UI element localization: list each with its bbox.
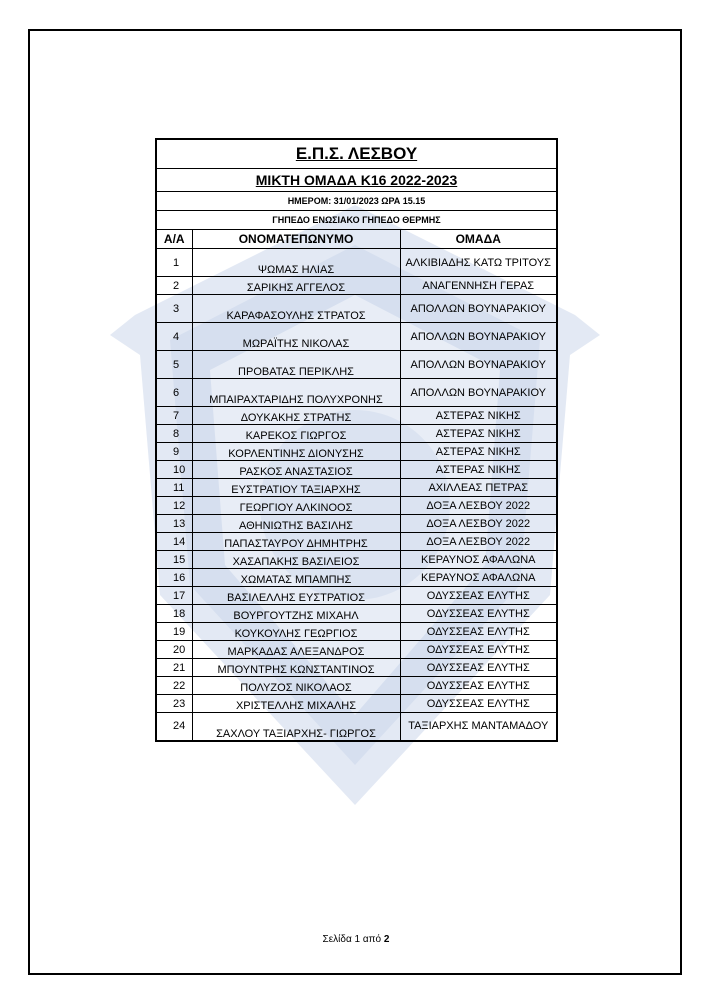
player-team: ΤΑΞΙΑΡΧΗΣ ΜΑΝΤΑΜΑΔΟΥ	[400, 713, 557, 741]
roster-table	[155, 138, 558, 742]
table-row	[156, 379, 557, 407]
player-team: ΑΣΤΕΡΑΣ ΝΙΚΗΣ	[400, 407, 557, 425]
table-row	[156, 461, 557, 479]
column-header-name: ΟΝΟΜΑΤΕΠΩΝΥΜΟ	[192, 230, 400, 249]
table-row	[156, 407, 557, 425]
row-number: 17	[156, 587, 192, 605]
table-row	[156, 351, 557, 379]
footer-of-label: από	[362, 934, 382, 945]
table-row	[156, 551, 557, 569]
row-number: 11	[156, 479, 192, 497]
player-name: ΜΠΑΙΡΑΧΤΑΡΙΔΗΣ ΠΟΛΥΧΡΟΝΗΣ	[192, 379, 400, 407]
column-header-num: Α/Α	[156, 230, 192, 249]
player-team: ΟΔΥΣΣΕΑΣ ΕΛΥΤΗΣ	[400, 623, 557, 641]
table-row	[156, 249, 557, 277]
row-number: 23	[156, 695, 192, 713]
subtitle-row	[156, 169, 557, 192]
table-row	[156, 295, 557, 323]
column-header-row	[156, 230, 557, 249]
row-number: 15	[156, 551, 192, 569]
row-number: 8	[156, 425, 192, 443]
player-name: ΒΑΣΙΛΕΛΛΗΣ ΕΥΣΤΡΑΤΙΟΣ	[192, 587, 400, 605]
player-team: ΑΝΑΓΕΝΝΗΣΗ ΓΕΡΑΣ	[400, 277, 557, 295]
player-name: ΠΟΛΥΖΟΣ ΝΙΚΟΛΑΟΣ	[192, 677, 400, 695]
player-team: ΚΕΡΑΥΝΟΣ ΑΦΑΛΩΝΑ	[400, 551, 557, 569]
table-row	[156, 497, 557, 515]
table-row	[156, 569, 557, 587]
table-row	[156, 605, 557, 623]
player-name: ΒΟΥΡΓΟΥΤΖΗΣ ΜΙΧΑΗΛ	[192, 605, 400, 623]
row-number: 1	[156, 249, 192, 277]
table-row	[156, 587, 557, 605]
player-name: ΓΕΩΡΓΙΟΥ ΑΛΚΙΝΟΟΣ	[192, 497, 400, 515]
player-team: ΔΟΞΑ ΛΕΣΒΟΥ 2022	[400, 515, 557, 533]
table-row	[156, 515, 557, 533]
player-name: ΣΑΡΙΚΗΣ ΑΓΓΕΛΟΣ	[192, 277, 400, 295]
player-name: ΕΥΣΤΡΑΤΙΟΥ ΤΑΞΙΑΡΧΗΣ	[192, 479, 400, 497]
player-team: ΑΠΟΛΛΩΝ ΒΟΥΝΑΡΑΚΙΟΥ	[400, 379, 557, 407]
player-name: ΑΘΗΝΙΩΤΗΣ ΒΑΣΙΛΗΣ	[192, 515, 400, 533]
player-team: ΑΠΟΛΛΩΝ ΒΟΥΝΑΡΑΚΙΟΥ	[400, 351, 557, 379]
player-name: ΚΟΡΛΕΝΤΙΝΗΣ ΔΙΟΝΥΣΗΣ	[192, 443, 400, 461]
player-name: ΜΩΡΑΪΤΗΣ ΝΙΚΟΛΑΣ	[192, 323, 400, 351]
table-row	[156, 323, 557, 351]
row-number: 22	[156, 677, 192, 695]
row-number: 13	[156, 515, 192, 533]
row-number: 10	[156, 461, 192, 479]
row-number: 14	[156, 533, 192, 551]
table-row	[156, 443, 557, 461]
row-number: 4	[156, 323, 192, 351]
row-number: 19	[156, 623, 192, 641]
player-team: ΑΣΤΕΡΑΣ ΝΙΚΗΣ	[400, 425, 557, 443]
row-number: 18	[156, 605, 192, 623]
footer-page-label: Σελίδα	[322, 934, 352, 945]
footer-total-pages: 2	[383, 934, 390, 945]
player-name: ΧΑΣΑΠΑΚΗΣ ΒΑΣΙΛΕΙΟΣ	[192, 551, 400, 569]
table-row	[156, 533, 557, 551]
title-row	[156, 139, 557, 169]
row-number: 21	[156, 659, 192, 677]
table-row	[156, 425, 557, 443]
table-row	[156, 713, 557, 741]
player-name: ΜΠΟΥΝΤΡΗΣ ΚΩΝΣΤΑΝΤΙΝΟΣ	[192, 659, 400, 677]
player-team: ΟΔΥΣΣΕΑΣ ΕΛΥΤΗΣ	[400, 641, 557, 659]
player-team: ΟΔΥΣΣΕΑΣ ΕΛΥΤΗΣ	[400, 695, 557, 713]
player-name: ΔΟΥΚΑΚΗΣ ΣΤΡΑΤΗΣ	[192, 407, 400, 425]
venue-line: ΓΗΠΕΔΟ ΕΝΩΣΙΑΚΟ ΓΗΠΕΔΟ ΘΕΡΜΗΣ	[156, 211, 557, 230]
player-team: ΑΠΟΛΛΩΝ ΒΟΥΝΑΡΑΚΙΟΥ	[400, 323, 557, 351]
row-number: 7	[156, 407, 192, 425]
table-row	[156, 277, 557, 295]
row-number: 2	[156, 277, 192, 295]
player-name: ΧΡΙΣΤΕΛΛΗΣ ΜΙΧΑΛΗΣ	[192, 695, 400, 713]
table-row	[156, 479, 557, 497]
table-row	[156, 623, 557, 641]
player-name: ΚΑΡΑΦΑΣΟΥΛΗΣ ΣΤΡΑΤΟΣ	[192, 295, 400, 323]
table-row	[156, 695, 557, 713]
player-team: ΟΔΥΣΣΕΑΣ ΕΛΥΤΗΣ	[400, 677, 557, 695]
player-team: ΑΧΙΛΛΕΑΣ ΠΕΤΡΑΣ	[400, 479, 557, 497]
table-row	[156, 659, 557, 677]
player-team: ΟΔΥΣΣΕΑΣ ΕΛΥΤΗΣ	[400, 659, 557, 677]
player-team: ΑΠΟΛΛΩΝ ΒΟΥΝΑΡΑΚΙΟΥ	[400, 295, 557, 323]
player-name: ΚΟΥΚΟΥΛΗΣ ΓΕΩΡΓΙΟΣ	[192, 623, 400, 641]
player-team: ΑΛΚΙΒΙΑΔΗΣ ΚΑΤΩ ΤΡΙΤΟΥΣ	[400, 249, 557, 277]
table-row	[156, 641, 557, 659]
player-name: ΠΡΟΒΑΤΑΣ ΠΕΡΙΚΛΗΣ	[192, 351, 400, 379]
date-time-line: ΗΜΕΡΟΜ: 31/01/2023 ΩΡΑ 15.15	[156, 192, 557, 211]
column-header-team: ΟΜΑΔΑ	[400, 230, 557, 249]
footer-current-page: 1	[354, 934, 361, 945]
table-row	[156, 677, 557, 695]
venue-row	[156, 211, 557, 230]
player-team: ΚΕΡΑΥΝΟΣ ΑΦΑΛΩΝΑ	[400, 569, 557, 587]
player-team: ΔΟΞΑ ΛΕΣΒΟΥ 2022	[400, 533, 557, 551]
row-number: 20	[156, 641, 192, 659]
player-team: ΔΟΞΑ ΛΕΣΒΟΥ 2022	[400, 497, 557, 515]
row-number: 16	[156, 569, 192, 587]
row-number: 5	[156, 351, 192, 379]
player-team: ΑΣΤΕΡΑΣ ΝΙΚΗΣ	[400, 443, 557, 461]
row-number: 12	[156, 497, 192, 515]
row-number: 24	[156, 713, 192, 741]
row-number: 6	[156, 379, 192, 407]
page-footer	[0, 934, 712, 945]
player-name: ΨΩΜΑΣ ΗΛΙΑΣ	[192, 249, 400, 277]
date-row	[156, 192, 557, 211]
player-name: ΜΑΡΚΑΔΑΣ ΑΛΕΞΑΝΔΡΟΣ	[192, 641, 400, 659]
document-title: Ε.Π.Σ. ΛΕΣΒΟΥ	[156, 139, 557, 169]
player-name: ΣΑΧΛΟΥ ΤΑΞΙΑΡΧΗΣ- ΓΙΩΡΓΟΣ	[192, 713, 400, 741]
player-team: ΟΔΥΣΣΕΑΣ ΕΛΥΤΗΣ	[400, 605, 557, 623]
player-team: ΟΔΥΣΣΕΑΣ ΕΛΥΤΗΣ	[400, 587, 557, 605]
player-name: ΧΩΜΑΤΑΣ ΜΠΑΜΠΗΣ	[192, 569, 400, 587]
player-team: ΑΣΤΕΡΑΣ ΝΙΚΗΣ	[400, 461, 557, 479]
row-number: 9	[156, 443, 192, 461]
player-name: ΚΑΡΕΚΟΣ ΓΙΩΡΓΟΣ	[192, 425, 400, 443]
player-name: ΡΑΣΚΟΣ ΑΝΑΣΤΑΣΙΟΣ	[192, 461, 400, 479]
player-name: ΠΑΠΑΣΤΑΥΡΟΥ ΔΗΜΗΤΡΗΣ	[192, 533, 400, 551]
team-subtitle: ΜΙΚΤΗ ΟΜΑΔΑ Κ16 2022-2023	[156, 169, 557, 192]
row-number: 3	[156, 295, 192, 323]
